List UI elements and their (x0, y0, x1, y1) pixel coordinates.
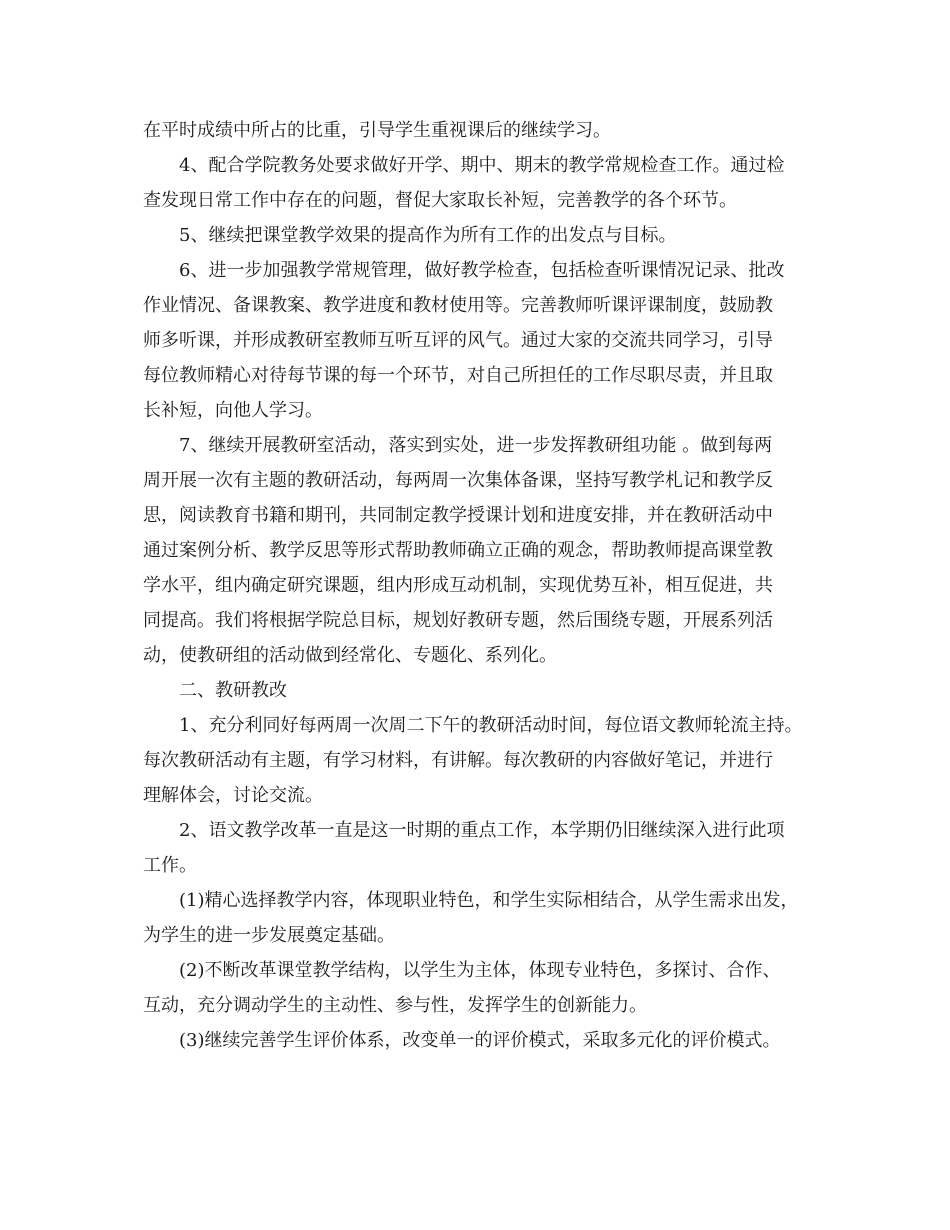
text-line: 每次教研活动有主题，有学习材料，有讲解。每次教研的内容做好笔记，并进行 (143, 750, 773, 771)
text-line: 6、进一步加强教学常规管理，做好教学检查，包括检查听课情况记录、批改 (179, 260, 785, 281)
text-line: 二、教研教改 (179, 680, 287, 701)
text-line: 长补短，向他人学习。 (143, 400, 323, 421)
text-line: 理解体会，讨论交流。 (143, 785, 323, 806)
text-line: 师多听课，并形成教研室教师互听互评的风气。通过大家的交流共同学习，引导 (143, 330, 773, 351)
document-body (143, 113, 807, 1058)
text-line: 互动，充分调动学生的主动性、参与性，发挥学生的创新能力。 (143, 995, 647, 1016)
text-line: 同提高。我们将根据学院总目标，规划好教研专题，然后围绕专题，开展系列活 (143, 610, 773, 631)
text-line: 作业情况、备课教案、教学进度和教材使用等。完善教师听课评课制度，鼓励教 (143, 295, 773, 316)
text-line: (1)精心选择教学内容，体现职业特色，和学生实际相结合，从学生需求出发， (179, 890, 799, 911)
text-line: 5、继续把课堂教学效果的提高作为所有工作的出发点与目标。 (179, 225, 677, 246)
text-line: 查发现日常工作中存在的问题，督促大家取长补短，完善教学的各个环节。 (143, 190, 737, 211)
text-line: 1、充分利同好每两周一次周二下午的教研活动时间，每位语文教师轮流主持。 (179, 715, 803, 736)
text-line: 动，使教研组的活动做到经常化、专题化、系列化。 (143, 645, 557, 666)
text-line: 2、语文教学改革一直是这一时期的重点工作，本学期仍旧继续深入进行此项 (179, 820, 785, 841)
text-line: (2)不断改革课堂教学结构，以学生为主体，体现专业特色，多探讨、合作、 (179, 960, 781, 981)
text-line: (3)继续完善学生评价体系，改变单一的评价模式，采取多元化的评价模式。 (179, 1030, 781, 1051)
text-line: 每位教师精心对待每节课的每一个环节，对自己所担任的工作尽职尽责，并且取 (143, 365, 773, 386)
text-line: 在平时成绩中所占的比重，引导学生重视课后的继续学习。 (143, 120, 611, 141)
text-line: 通过案例分析、教学反思等形式帮助教师确立正确的观念，帮助教师提高课堂教 (143, 540, 773, 561)
text-line: 工作。 (143, 855, 197, 876)
text-line: 为学生的进一步发展奠定基础。 (143, 925, 395, 946)
text-line: 周开展一次有主题的教研活动，每两周一次集体备课，坚持写教学札记和教学反 (143, 470, 773, 491)
text-line: 思，阅读教育书籍和期刊，共同制定教学授课计划和进度安排，并在教研活动中 (143, 505, 773, 526)
text-line: 4、配合学院教务处要求做好开学、期中、期末的教学常规检查工作。通过检 (179, 155, 785, 176)
text-line: 7、继续开展教研室活动，落实到实处，进一步发挥教研组功能 。做到每两 (179, 435, 773, 456)
text-line: 学水平，组内确定研究课题，组内形成互动机制，实现优势互补，相互促进，共 (143, 575, 773, 596)
